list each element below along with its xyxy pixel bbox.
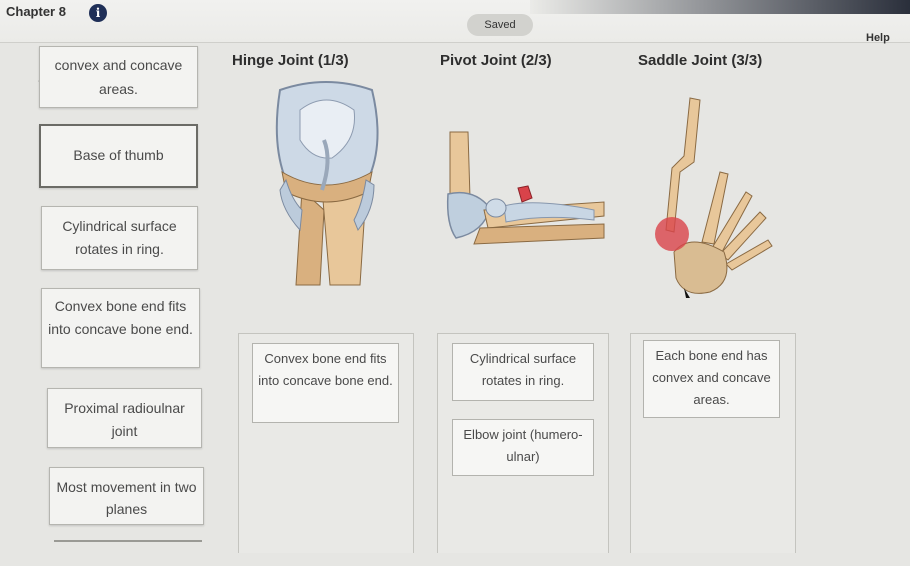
placed-card-saddle[interactable]: Each bone end has convex and concave areas. <box>643 340 780 418</box>
help-link[interactable]: Help <box>866 32 890 44</box>
top-edge-shadow <box>530 0 910 14</box>
answer-card-proximal-radioulnar[interactable]: Proximal radioulnar joint <box>47 388 202 448</box>
column-title-saddle: Saddle Joint (3/3) <box>638 52 763 69</box>
placed-card-pivot-elbow[interactable]: Elbow joint (humero-ulnar) <box>452 419 594 476</box>
placed-card-hinge[interactable]: Convex bone end fits into concave bone end. <box>252 343 399 423</box>
column-title-pivot: Pivot Joint (2/3) <box>440 52 552 69</box>
column-title-hinge: Hinge Joint (1/3) <box>232 52 349 69</box>
chapter-title: Chapter 8 <box>6 4 66 19</box>
top-bar <box>0 0 910 43</box>
info-icon[interactable]: i <box>89 4 107 22</box>
sidebar-divider <box>54 540 202 542</box>
answer-card-convex-bone-end[interactable]: Convex bone end fits into concave bone end. <box>41 288 200 368</box>
placed-card-pivot-cylindrical[interactable]: Cylindrical surface rotates in ring. <box>452 343 594 401</box>
saved-status-badge: Saved <box>467 14 533 36</box>
saddle-joint-thumb-illustration <box>650 92 778 302</box>
pivot-joint-elbow-illustration <box>444 128 608 260</box>
hinge-joint-knee-illustration <box>262 80 390 290</box>
answer-card-base-of-thumb[interactable]: Base of thumb <box>39 124 198 188</box>
answer-card-cylindrical-surface[interactable]: Cylindrical surface rotates in ring. <box>41 206 198 270</box>
answer-card[interactable]: convex and concave areas. <box>39 46 198 108</box>
answer-card-most-movement[interactable]: Most movement in two planes <box>49 467 204 525</box>
